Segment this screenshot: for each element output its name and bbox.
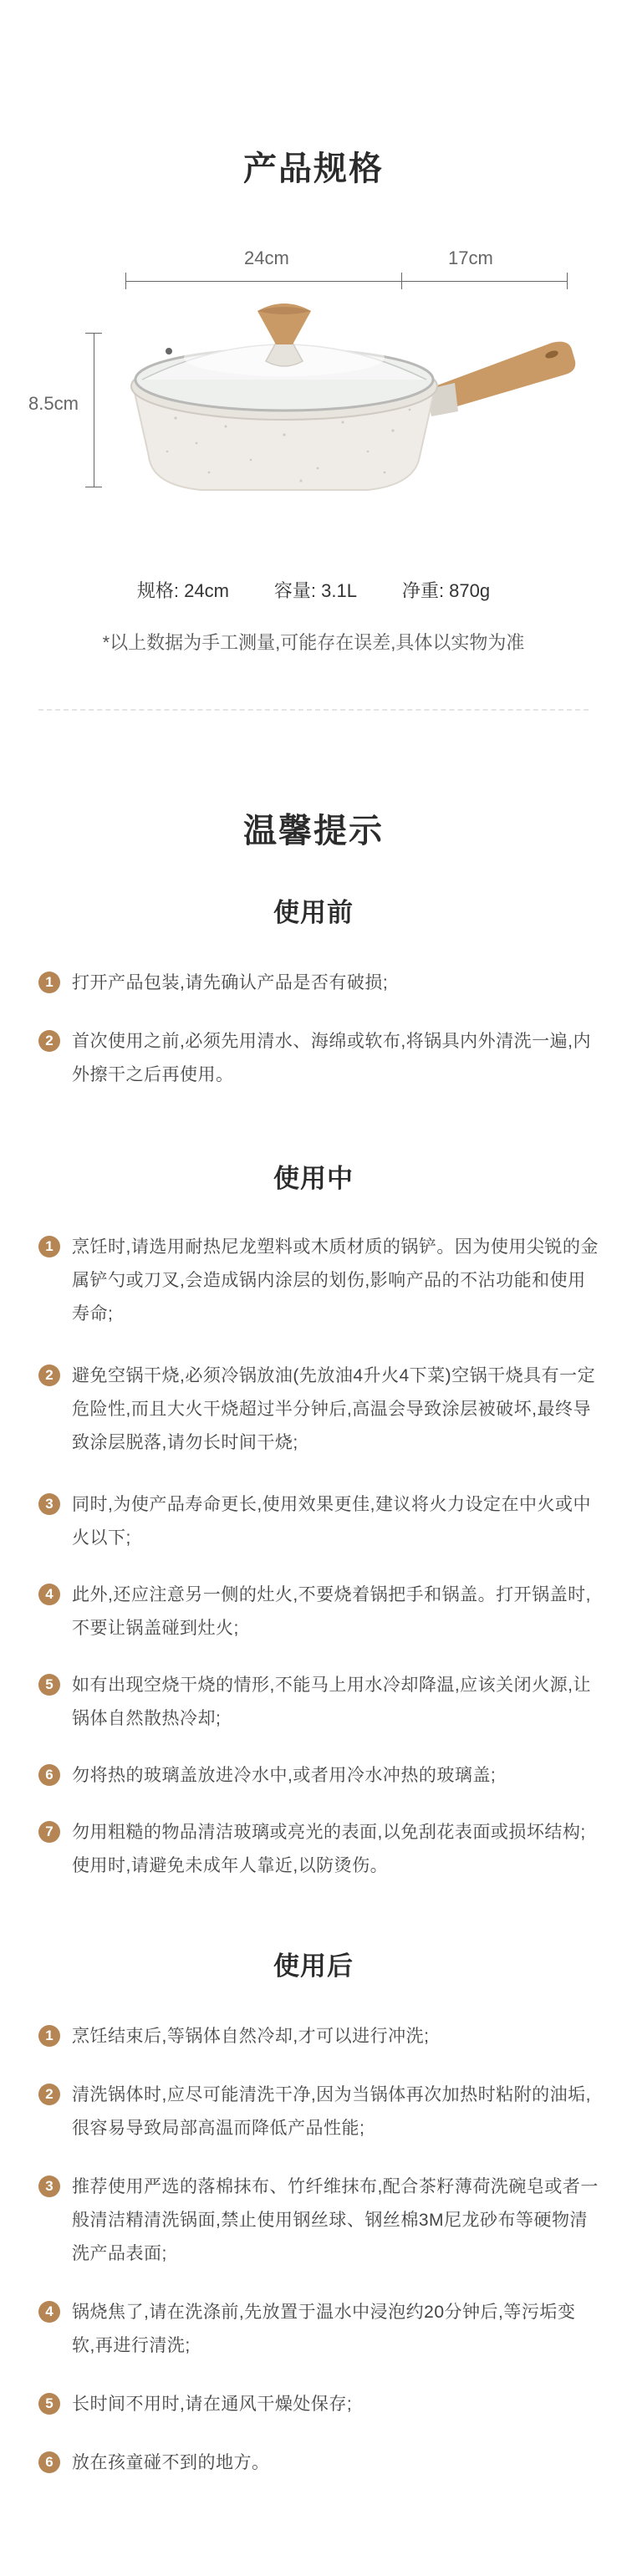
dimension-tick: [125, 273, 126, 289]
tip-text: 烹饪结束后,等锅体自然冷却,才可以进行冲洗;: [72, 2027, 430, 2046]
during-tip-4: [38, 1579, 599, 1645]
tip-number: 6: [38, 1764, 60, 1786]
tip-number: 3: [38, 2176, 60, 2197]
spec-size: 规格: 24cm: [136, 580, 229, 601]
dimension-tick: [401, 273, 402, 289]
after-tip-1: [38, 2020, 599, 2053]
tip-text: 锅烧焦了,请在洗涤前,先放置于温水中浸泡约20分钟后,等污垢变软,再进行清洗;: [72, 2303, 576, 2355]
before-use-title: 使用前: [273, 898, 354, 927]
tip-number: 1: [38, 1236, 60, 1257]
tip-text: 同时,为使产品寿命更长,使用效果更佳,建议将火力设定在中火或中火以下;: [72, 1495, 592, 1548]
during-use-title: 使用中: [273, 1164, 354, 1193]
tip-text: 勿将热的玻璃盖放进冷水中,或者用冷水冲热的玻璃盖;: [72, 1766, 497, 1785]
during-tip-1: [38, 1231, 599, 1331]
tip-text: 勿用粗糙的物品清洁玻璃或亮光的表面,以免刮花表面或损坏结构;使用时,请避免未成年人靠近,以防烫伤。: [72, 1823, 586, 1875]
tip-number: 5: [38, 1674, 60, 1696]
tip-number: 6: [38, 2451, 60, 2473]
width-dimension-line: [125, 281, 401, 282]
tip-number: 5: [38, 2393, 60, 2415]
tip-text: 放在孩童碰不到的地方。: [72, 2453, 270, 2472]
during-tip-6: [38, 1759, 599, 1793]
tip-number: 3: [38, 1493, 60, 1515]
tip-text: 此外,还应注意另一侧的灶火,不要烧着锅把手和锅盖。打开锅盖时,不要让锅盖碰到灶火;: [72, 1585, 592, 1638]
after-tip-4: [38, 2296, 599, 2363]
pan-illustration: [117, 293, 585, 502]
handle-dimension-line: [401, 281, 567, 282]
before-tip-2: [38, 1025, 599, 1092]
after-tip-5: [38, 2388, 599, 2421]
after-tip-6: [38, 2446, 599, 2480]
spec-row: [0, 577, 627, 603]
tip-number: 2: [38, 2084, 60, 2105]
tip-number: 7: [38, 1821, 60, 1843]
tip-number: 4: [38, 2301, 60, 2323]
tip-text: 长时间不用时,请在通风干燥处保存;: [72, 2395, 353, 2414]
tip-text: 清洗锅体时,应尽可能清洗干净,因为当锅体再次加热时粘附的油垢,很容易导致局部高温而降低产品性能;: [72, 2085, 592, 2138]
tip-text: 如有出现空烧干烧的情形,不能马上用水冷却降温,应该关闭火源,让锅体自然散热冷却;: [72, 1676, 592, 1728]
during-tip-7: [38, 1816, 599, 1883]
before-tip-1: [38, 967, 599, 1000]
after-use-title: 使用后: [273, 1951, 354, 1981]
spec-title: 产品规格: [243, 150, 384, 187]
height-dimension: 8.5cm: [28, 393, 79, 414]
dimension-tick: [567, 273, 568, 289]
tip-number: 2: [38, 1030, 60, 1052]
during-tip-3: [38, 1488, 599, 1555]
tip-text: 避免空锅干烧,必须冷锅放油(先放油4升火4下菜)空锅干烧具有一定危险性,而且大火干烧超过半分钟后,高温会导致涂层被破坏,最终导致涂层脱落,请勿长时间干烧;: [72, 1366, 596, 1452]
spec-weight: 净重: 870g: [401, 580, 491, 601]
after-tip-3: [38, 2170, 599, 2271]
width-dimension: 24cm: [244, 247, 289, 268]
tip-text: 推荐使用严选的落棉抹布、竹纤维抹布,配合茶籽薄荷洗碗皂或者一般清洁精清洗锅面,禁止使用钢丝球、钢丝棉3M尼龙砂布等硬物清洗产品表面;: [72, 2177, 599, 2263]
dimension-tick: [85, 333, 102, 334]
tip-number: 4: [38, 1584, 60, 1605]
tip-text: 打开产品包装,请先确认产品是否有破损;: [72, 973, 389, 992]
spec-capacity: 容量: 3.1L: [273, 580, 357, 601]
section-divider: [38, 709, 589, 711]
after-tip-2: [38, 2079, 599, 2145]
during-tip-5: [38, 1669, 599, 1736]
tip-number: 1: [38, 2025, 60, 2047]
tip-number: 1: [38, 972, 60, 993]
measurement-note: *以上数据为手工测量,可能存在误差,具体以实物为准: [102, 632, 525, 653]
handle-dimension: 17cm: [448, 247, 493, 268]
tip-text: 首次使用之前,必须先用清水、海绵或软布,将锅具内外清洗一遍,内外擦干之后再使用。: [72, 1032, 592, 1084]
tips-title: 温馨提示: [243, 813, 384, 849]
tip-number: 2: [38, 1365, 60, 1386]
during-tip-2: [38, 1359, 599, 1460]
tip-text: 烹饪时,请选用耐热尼龙塑料或木质材质的锅铲。因为使用尖锐的金属铲勺或刀叉,会造成锅内涂层的划伤,影响产品的不沾功能和使用寿命;: [72, 1237, 599, 1324]
